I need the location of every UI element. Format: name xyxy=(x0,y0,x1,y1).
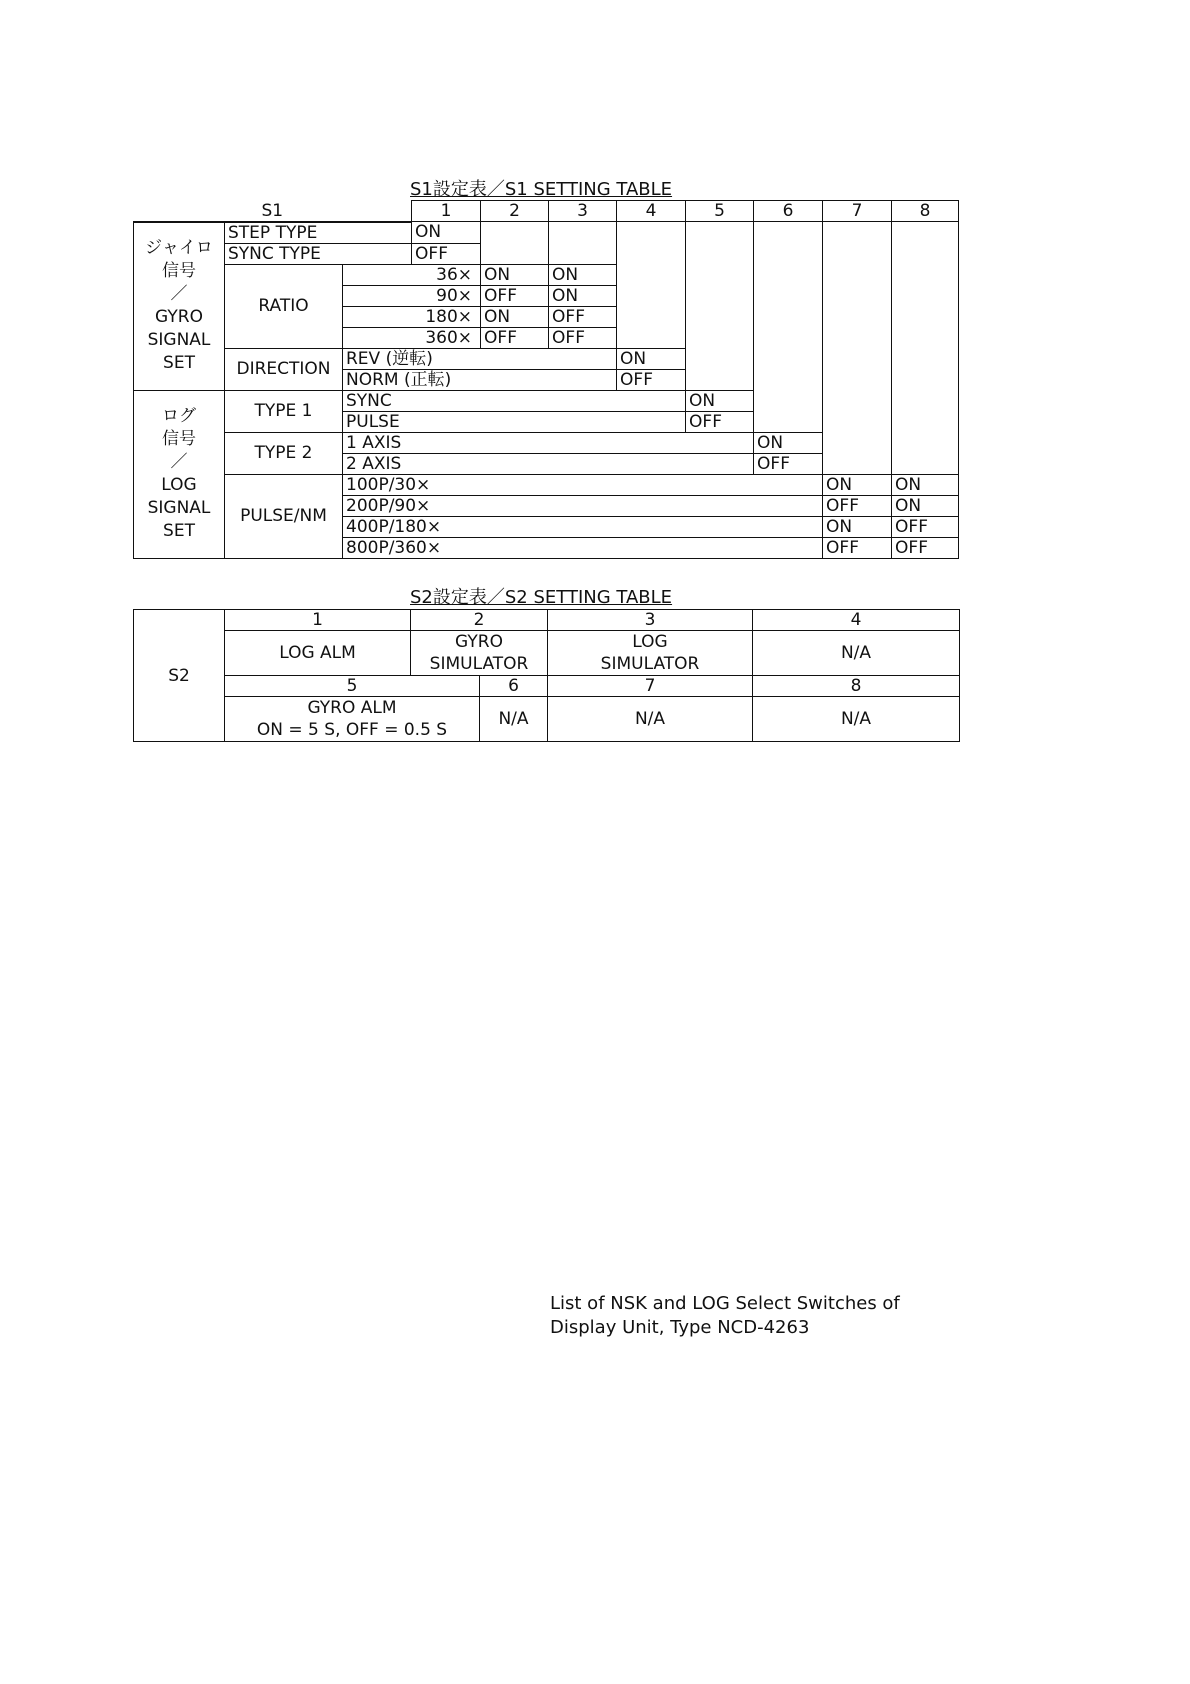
ratio-label: RATIO xyxy=(225,264,343,348)
s1-col-5: 5 xyxy=(686,201,754,222)
gyro-label-line: SET xyxy=(163,353,195,373)
s2-row-func-1-4 xyxy=(134,631,960,676)
document-caption xyxy=(550,1292,900,1340)
pulse-200p-sw8: ON xyxy=(892,495,959,516)
s1-header-row xyxy=(134,201,959,222)
direction-label: DIRECTION xyxy=(225,348,343,390)
gyro-label-line: 信号 xyxy=(162,261,196,281)
s1-col-3: 3 xyxy=(549,201,617,222)
blank-cell xyxy=(549,222,617,265)
pulse-label: PULSE xyxy=(343,411,686,432)
ratio-360-sw2: OFF xyxy=(481,327,549,348)
gyro-label-line: SIGNAL xyxy=(147,330,211,350)
pulse-400p-sw8: OFF xyxy=(892,516,959,537)
pulse-100p-label: 100P/30× xyxy=(343,474,823,495)
s1-table-title: S1設定表／S1 SETTING TABLE xyxy=(410,179,673,200)
gyro-alm-cell xyxy=(225,697,480,742)
ratio-90-sw2: OFF xyxy=(481,285,549,306)
s2-sw8: 8 xyxy=(753,676,960,697)
log-simulator-cell xyxy=(548,631,753,676)
axis1-sw6: ON xyxy=(754,432,823,453)
log-label-line: ／ xyxy=(170,452,188,472)
s1-col-8: 8 xyxy=(892,201,959,222)
gyro-simulator-line: SIMULATOR xyxy=(429,654,529,674)
sync-label: SYNC xyxy=(343,390,686,411)
ratio-90-label: 90× xyxy=(343,285,481,306)
s1-setting-table xyxy=(133,200,959,559)
pulse-400p-label: 400P/180× xyxy=(343,516,823,537)
gyro-simulator-line: GYRO xyxy=(455,632,503,652)
ratio-180-sw2: ON xyxy=(481,306,549,327)
s2-row-func-5-8 xyxy=(134,697,960,742)
s2-setting-table xyxy=(133,609,960,742)
norm-sw4: OFF xyxy=(617,369,686,390)
blank-cell xyxy=(686,222,754,391)
blank-cell xyxy=(617,222,686,349)
step-type-label: STEP TYPE xyxy=(225,222,412,244)
rev-label: REV (逆転) xyxy=(343,348,617,369)
pulse-nm-label: PULSE/NM xyxy=(225,474,343,558)
s2-label: S2 xyxy=(134,610,225,742)
gyro-alm-line: GYRO ALM xyxy=(307,698,397,718)
s2-sw7-func: N/A xyxy=(548,697,753,742)
s2-sw6: 6 xyxy=(480,676,548,697)
caption-line-2: Display Unit, Type NCD-4263 xyxy=(550,1317,810,1338)
s2-sw7: 7 xyxy=(548,676,753,697)
axis1-label: 1 AXIS xyxy=(343,432,754,453)
s1-col-2: 2 xyxy=(481,201,549,222)
log-signal-group-label xyxy=(134,390,225,558)
log-simulator-line: SIMULATOR xyxy=(600,654,700,674)
s2-sw2: 2 xyxy=(411,610,548,631)
ratio-360-sw3: OFF xyxy=(549,327,617,348)
ratio-36-sw2: ON xyxy=(481,264,549,285)
pulse-200p-sw7: OFF xyxy=(823,495,892,516)
s2-sw8-func: N/A xyxy=(753,697,960,742)
pulse-800p-label: 800P/360× xyxy=(343,537,823,558)
type1-label: TYPE 1 xyxy=(225,390,343,432)
gyro-label-line: ／ xyxy=(170,284,188,304)
s1-row-step-type xyxy=(134,222,959,244)
ratio-90-sw3: ON xyxy=(549,285,617,306)
ratio-180-sw3: OFF xyxy=(549,306,617,327)
sync-type-label: SYNC TYPE xyxy=(225,243,412,264)
s1-col-7: 7 xyxy=(823,201,892,222)
pulse-400p-sw7: ON xyxy=(823,516,892,537)
s2-sw1: 1 xyxy=(225,610,411,631)
s2-row-sw-1-4 xyxy=(134,610,960,631)
s1-corner-label: S1 xyxy=(134,201,412,222)
axis2-label: 2 AXIS xyxy=(343,453,754,474)
ratio-180-label: 180× xyxy=(343,306,481,327)
gyro-label-line: ジャイロ xyxy=(145,238,213,258)
s2-sw3: 3 xyxy=(548,610,753,631)
gyro-alm-line: ON = 5 S, OFF = 0.5 S xyxy=(256,720,448,740)
s1-col-1: 1 xyxy=(412,201,481,222)
s1-col-4: 4 xyxy=(617,201,686,222)
blank-cell xyxy=(892,222,959,475)
sync-type-sw1: OFF xyxy=(412,243,481,264)
caption-line-1: List of NSK and LOG Select Switches of xyxy=(550,1293,900,1314)
s1-row-100p xyxy=(134,474,959,495)
gyro-simulator-cell xyxy=(411,631,548,676)
pulse-100p-sw8: ON xyxy=(892,474,959,495)
s1-col-6: 6 xyxy=(754,201,823,222)
s2-sw5: 5 xyxy=(225,676,480,697)
step-type-sw1: ON xyxy=(412,222,481,244)
ratio-36-label: 36× xyxy=(343,264,481,285)
s2-row-sw-5-8 xyxy=(134,676,960,697)
blank-cell xyxy=(481,222,549,265)
gyro-signal-group-label xyxy=(134,222,225,391)
axis2-sw6: OFF xyxy=(754,453,823,474)
log-label-line: SIGNAL xyxy=(147,498,211,518)
rev-sw4: ON xyxy=(617,348,686,369)
blank-cell xyxy=(754,222,823,433)
ratio-36-sw3: ON xyxy=(549,264,617,285)
pulse-200p-label: 200P/90× xyxy=(343,495,823,516)
log-label-line: ログ xyxy=(162,406,196,426)
s2-sw4: 4 xyxy=(753,610,960,631)
pulse-800p-sw7: OFF xyxy=(823,537,892,558)
type2-label: TYPE 2 xyxy=(225,432,343,474)
gyro-label-line: GYRO xyxy=(155,307,203,327)
log-alm-cell: LOG ALM xyxy=(225,631,411,676)
sync-sw5: ON xyxy=(686,390,754,411)
pulse-100p-sw7: ON xyxy=(823,474,892,495)
log-label-line: SET xyxy=(163,521,195,541)
pulse-sw5: OFF xyxy=(686,411,754,432)
pulse-800p-sw8: OFF xyxy=(892,537,959,558)
s2-table-title: S2設定表／S2 SETTING TABLE xyxy=(410,587,673,608)
norm-label: NORM (正転) xyxy=(343,369,617,390)
s2-sw6-func: N/A xyxy=(480,697,548,742)
ratio-360-label: 360× xyxy=(343,327,481,348)
log-label-line: LOG xyxy=(161,475,197,495)
log-label-line: 信号 xyxy=(162,429,196,449)
s2-sw4-func: N/A xyxy=(753,631,960,676)
log-simulator-line: LOG xyxy=(632,632,668,652)
blank-cell xyxy=(823,222,892,475)
